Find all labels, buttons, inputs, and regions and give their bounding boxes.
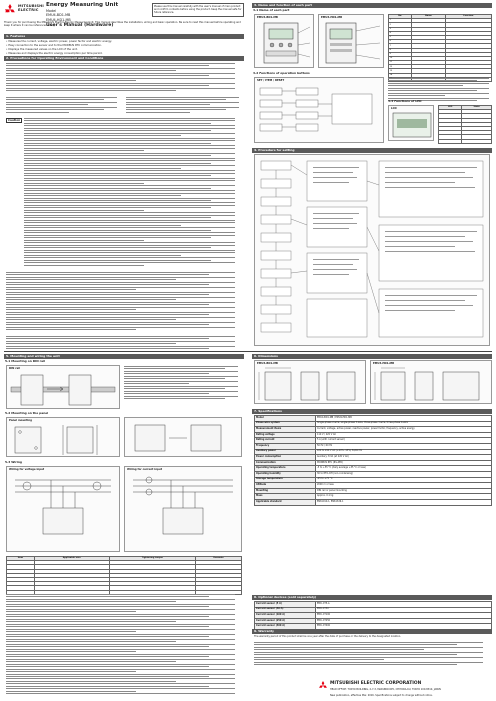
row-label: Rating current: [255, 438, 316, 444]
wiring-diagram-voltage: [6, 466, 120, 552]
row-label: Current sensor (5 A): [255, 602, 316, 608]
feature-item: • Measures and displays the electric energy consumption per time period.: [6, 52, 103, 56]
lcd-diagram: [388, 105, 434, 141]
row-value: 110 V / 220 V AC: [316, 432, 492, 438]
diagram-caption: DIN rail: [9, 367, 20, 370]
specifications-table: [254, 415, 492, 506]
row-value: MODBUS RTU (RS-485): [316, 460, 492, 466]
diagram-caption: EMU4-HD1-MB: [373, 362, 395, 365]
row-label: Mounting: [255, 488, 316, 494]
brand-logo: [4, 3, 42, 17]
subsection-heading: 3-2 Functions of operation buttons: [253, 71, 310, 75]
unit-front-drawing: [256, 21, 314, 67]
diagram-caption: EMU4-BD1-MB: [257, 362, 278, 365]
dimension-drawing: [370, 360, 492, 404]
diagram-caption: Panel mounting: [9, 419, 32, 422]
row-value: EN61010-1, EN61326-1: [316, 499, 492, 505]
row-label: Current sensor (50 A): [255, 607, 316, 613]
dimension-lines: [371, 366, 491, 404]
row-label: Rating voltage: [255, 432, 316, 438]
panel-mount-diagram: [124, 417, 242, 457]
section-heading: 4. Procedure for setting: [252, 148, 492, 153]
subsection-heading: 5-1 Mounting on DIN rail: [5, 359, 46, 363]
row-label: Auxiliary power: [255, 449, 316, 455]
row-value: EMU4-BD1-MB / EMU4-HD1-MB: [316, 416, 492, 422]
wiring-diagram-current: [124, 466, 242, 552]
model-label: Model: [46, 9, 57, 13]
row-value: -5 to +55 °C (daily average +35 °C or less): [316, 466, 492, 472]
row-label: Power consumption: [255, 455, 316, 461]
document-title: Energy Measuring Unit: [46, 2, 119, 8]
row-label: Operating humidity: [255, 471, 316, 477]
unit-front-drawing: [320, 21, 384, 67]
subsection-heading: 5-2 Mounting on the panel: [5, 411, 49, 415]
diagram-caption: EMU4-HD1-MB: [321, 16, 343, 19]
panel-mount-diagram: [6, 417, 120, 457]
panel-mount-drawing: [7, 423, 119, 457]
model-names: EMU4-BD1-MB EMU4-HD1-MB: [46, 13, 71, 22]
diagram-caption: EMU4-BD1-MB: [257, 16, 278, 19]
diagram-caption: Wiring for current input: [127, 468, 162, 471]
section-heading: 5. Mounting and wiring the unit: [4, 354, 244, 359]
text-block: [126, 97, 242, 114]
row-value: 100 to 240 V AC (+10% -15%) 50/60 Hz: [316, 449, 492, 455]
row-value: EMU-CT400: [316, 624, 492, 630]
publication-note: New publication, effective Mar. 2016. Specifications subject to change without notice.: [330, 694, 433, 697]
dimension-drawing: [254, 360, 366, 404]
intro-text: Thank you for purchasing the Mitsubishi Electric Energy Measuring Unit. This manual describes the installation, wiring and basic operation. Be sure to read this manual before operating and keep it where it can be referenced easily.: [4, 21, 241, 28]
section-heading: 1. Features: [4, 34, 244, 39]
subsection-heading: 5-3 Wiring: [5, 460, 22, 464]
text-block: [6, 97, 120, 114]
current-wiring-drawing: [125, 472, 241, 552]
dimension-lines: [255, 366, 365, 404]
setting-flowchart: [255, 155, 489, 345]
text-block: [6, 336, 242, 351]
section-heading: 9. Warranty: [252, 629, 492, 634]
wire-spec-table: Item Applicable wire Tightening torque Remarks: [6, 556, 242, 595]
row-label: Current sensor (400 A): [255, 624, 316, 630]
row-value: EMU-CT5-A: [316, 602, 492, 608]
subsection-heading: 3-1 Name of each part: [253, 8, 290, 12]
din-mount-drawing: [7, 371, 119, 409]
front-view-diagram: [318, 14, 384, 68]
diagram-caption: LCD: [391, 107, 397, 110]
row-label: Applicable standard: [255, 499, 316, 505]
three-diamonds-icon: [318, 681, 328, 690]
row-label: Phase wire system: [255, 421, 316, 427]
notice-box: Please use this manual carefully with the user's manual of main product and confirm contents before using the product. Keep the manual safe for future reference.: [152, 3, 244, 17]
button-function-chart: [254, 77, 384, 143]
lcd-drawing: [390, 111, 434, 141]
panel-mount-drawing: [125, 419, 241, 457]
din-rail-diagram: [6, 365, 120, 409]
section-heading: 8. Optional devices (sold separately): [252, 595, 492, 600]
row-value: Current, voltage, active power, reactive power, power factor, frequency, active energy: [316, 427, 492, 433]
subsection-heading: 3-3 Functions of LED: [388, 99, 422, 103]
row-label: Operating temperature: [255, 466, 316, 472]
feature-item: • Easy connection to the sensor and to the MODBUS RTU communication.: [6, 44, 102, 48]
row-value: 30 to 85% RH (non-condensing): [316, 471, 492, 477]
text-block: [6, 63, 242, 93]
manual-title: User's Manual (Hardware): [46, 22, 114, 28]
row-value: 50 Hz / 60 Hz: [316, 443, 492, 449]
row-label: Frequency: [255, 443, 316, 449]
row-value: 2000 m or less: [316, 483, 492, 489]
text-block: [6, 594, 242, 696]
three-diamonds-icon: [4, 4, 16, 15]
row-value: EMU-CT50: [316, 607, 492, 613]
text-block: [254, 642, 490, 667]
row-value: EMU-CT100: [316, 613, 492, 619]
voltage-wiring-drawing: [7, 472, 119, 552]
brand-name: MITSUBISHI ELECTRIC: [18, 4, 44, 12]
feature-item: • Displays the measured values on the LCD of the unit.: [6, 48, 78, 52]
row-value: 5 A (with current sensor): [316, 438, 492, 444]
row-value: -25 to +75 °C: [316, 477, 492, 483]
row-label: Storage temperature: [255, 477, 316, 483]
row-value: Approx. 0.1 kg: [316, 494, 492, 500]
row-label: Altitude: [255, 483, 316, 489]
part-names-table: No. Name Function 1 2 3 4 5 6 7 8 9 10 11 12 13 14 15: [388, 14, 492, 82]
row-label: Current sensor (250 A): [255, 618, 316, 624]
front-view-diagram: [254, 14, 314, 68]
optional-devices-table: [254, 601, 492, 630]
company-name: MITSUBISHI ELECTRIC CORPORATION: [330, 681, 422, 686]
feature-item: • Measures the current, voltage, electric power, power factor and electric energy.: [6, 40, 112, 43]
row-label: Model: [255, 416, 316, 422]
row-label: Current sensor (100 A): [255, 613, 316, 619]
text-block: [124, 366, 242, 401]
row-value: Auxiliary: 8 VA (at 220 V AC): [316, 455, 492, 461]
row-label: Measurement items: [255, 427, 316, 433]
caution-text: [24, 118, 242, 267]
text-block: [6, 272, 242, 332]
diagram-caption: SET / ITEM / RESET: [257, 79, 285, 82]
section-divider: [4, 351, 492, 352]
section-heading: 7. Specifications: [252, 409, 492, 414]
caution-label: Caution: [8, 118, 21, 122]
row-value: DIN rail or panel mounting: [316, 488, 492, 494]
warranty-text: The warranty period of this product shall be one year after the date of purchase or the delivery to the designated location.: [254, 635, 401, 638]
table-row: [255, 499, 492, 505]
row-value: Single-phase 2-wire, single-phase 3-wire, three-phase 3-wire, three-phase 4-wire: [316, 421, 492, 427]
led-table: LED State: [438, 105, 492, 144]
company-address: HEAD OFFICE: TOKYO BUILDING, 2-7-3, MARUNOUCHI, CHIYODA-KU, TOKYO 100-8310, JAPAN: [330, 688, 441, 691]
diagram-caption: Wiring for voltage input: [9, 468, 45, 471]
features-list: [6, 40, 242, 57]
row-label: Communication: [255, 460, 316, 466]
section-heading: 2. Precautions for Operating Environment and Conditions: [4, 56, 244, 61]
section-heading: 6. Dimensions: [252, 354, 492, 359]
row-value: EMU-CT250: [316, 618, 492, 624]
setting-procedure-chart: [254, 154, 490, 346]
section-heading: 3. Name and function of each part: [252, 3, 492, 8]
button-flow-drawing: [256, 84, 384, 142]
row-label: Mass: [255, 494, 316, 500]
